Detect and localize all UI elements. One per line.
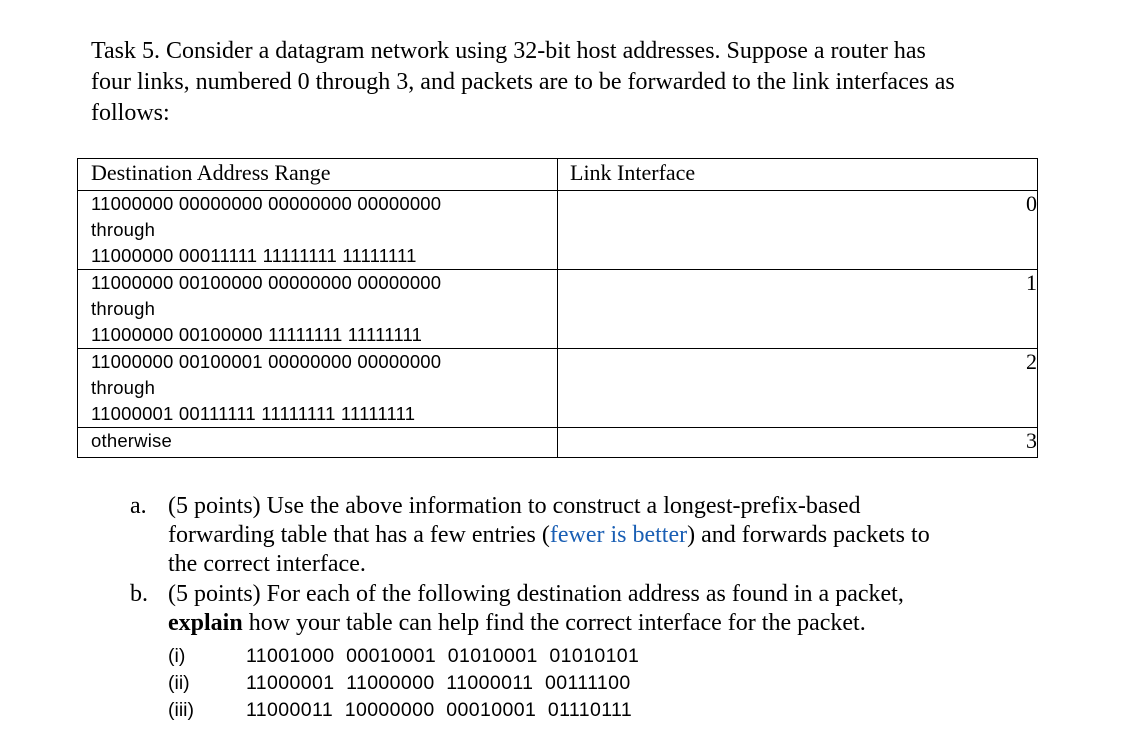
table-row-otherwise: [78, 428, 1038, 458]
range-through: through: [91, 377, 156, 398]
question-a-line-2: forwarding table that has a few entries (fewer is better) and forwards packets to: [168, 522, 930, 548]
question-a-line-1: (5 points) Use the above information to construct a longest-prefix-based: [168, 493, 861, 519]
list-item: [168, 697, 639, 724]
address-label: (iii): [168, 699, 194, 721]
task-intro: [91, 36, 1051, 129]
question-a: [130, 492, 1030, 579]
range-start: 11000000 00100001 00000000 00000000: [91, 351, 442, 372]
fewer-is-better-text: fewer is better: [549, 522, 688, 548]
address-label: (i): [168, 645, 186, 667]
task-intro-line-3: follows:: [91, 100, 170, 126]
table-row: [78, 349, 1038, 428]
link-interface-value: 3: [558, 428, 1038, 458]
range-start: 11000000 00100000 00000000 00000000: [91, 272, 442, 293]
forwarding-range-table: [77, 158, 1038, 458]
link-interface-value: 0: [558, 191, 1038, 270]
range-through: through: [91, 219, 156, 240]
table-row: [78, 191, 1038, 270]
explain-bold-text: explain: [168, 610, 243, 636]
address-label: (ii): [168, 672, 190, 694]
question-list: [130, 492, 1030, 638]
range-end: 11000001 00111111 11111111 11111111: [91, 403, 416, 424]
task-intro-line-2: four links, numbered 0 through 3, and packets are to be forwarded to the link interfaces as: [91, 69, 955, 95]
range-end: 11000000 00011111 11111111 11111111: [91, 245, 417, 266]
address-value: 11000001 11000000 11000011 00111100: [246, 672, 631, 694]
range-start: 11000000 00000000 00000000 00000000: [91, 193, 442, 214]
link-interface-value: 1: [558, 270, 1038, 349]
question-b-line-1: (5 points) For each of the following destination address as found in a packet,: [168, 581, 904, 607]
link-interface-value: 2: [558, 349, 1038, 428]
question-b-marker: b.: [130, 581, 148, 607]
list-item: [168, 643, 639, 670]
address-value: 11000011 10000000 00010001 01110111: [246, 699, 633, 721]
header-link-interface: Link Interface: [558, 159, 1038, 191]
task-intro-line-1: Task 5. Consider a datagram network using 32-bit host addresses. Suppose a router has: [91, 38, 926, 64]
range-end: 11000000 00100000 11111111 11111111: [91, 324, 423, 345]
question-a-marker: a.: [130, 493, 147, 519]
otherwise-label: otherwise: [91, 430, 172, 451]
address-value: 11001000 00010001 01010001 01010101: [246, 645, 640, 667]
question-a-line-3: the correct interface.: [168, 551, 366, 577]
range-through: through: [91, 298, 156, 319]
question-b: [130, 580, 1030, 638]
header-destination-range: Destination Address Range: [78, 159, 558, 191]
table-row: [78, 270, 1038, 349]
list-item: [168, 670, 639, 697]
table-header-row: [78, 159, 1038, 191]
destination-address-list: [168, 643, 639, 724]
question-b-line-2: explain how your table can help find the correct interface for the packet.: [168, 610, 866, 636]
